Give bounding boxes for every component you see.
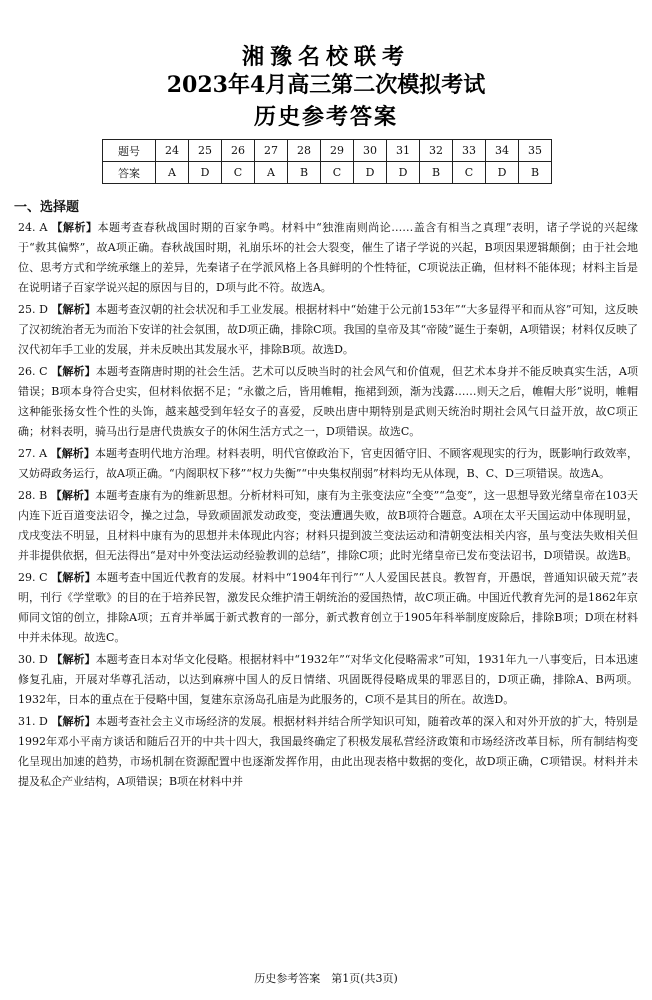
- question-number: 33: [453, 140, 486, 162]
- item-text: 本题考查明代地方治理。材料表明，明代官僚政治下，官吏因循守旧、不顾客观现实的行为，既影响行政效率，又妨碍政务运行，故A项正确。“内阁职权下移”“权力失衡”“中央集权削弱”材料均无从体现，B、C、D三项错误。故选A。: [18, 447, 639, 480]
- question-number: 26: [222, 140, 255, 162]
- item-text: 本题考查汉朝的社会状况和手工业发展。根据材料中“始建于公元前153年”“大多显得平和而从容”可知，这反映了汉初统治者无为而治下安详的社会氛围，故D项正确，排除C项。我国的皇帝及其“帝陵”诞生于秦朝，A项错误；材料仅反映了汉代初年手工业的发展，并未反映出其发展水平，排除B项。故选D。: [18, 303, 638, 356]
- page-footer: 历史参考答案 第1页(共3页): [254, 972, 398, 985]
- analysis-tag: 【解析】: [51, 715, 96, 728]
- item-prefix: 29. C: [18, 571, 48, 584]
- question-number: 35: [519, 140, 552, 162]
- item-prefix: 28. B: [18, 489, 48, 502]
- question-number: 32: [420, 140, 453, 162]
- answer-cell: D: [354, 162, 387, 184]
- row-label-answer: 答案: [103, 162, 156, 184]
- answer-cell: B: [420, 162, 453, 184]
- question-number: 25: [189, 140, 222, 162]
- exam-org-title: 湘豫名校联考: [241, 44, 410, 70]
- answer-table: [102, 139, 552, 184]
- analysis-tag: 【解析】: [51, 303, 96, 316]
- question-number: 29: [321, 140, 354, 162]
- question-number: 30: [354, 140, 387, 162]
- item-text: 本题考查隋唐时期的社会生活。艺术可以反映当时的社会风气和价值观，但艺术本身并不能反映真实生活，A项错误；B项本身符合史实，但材料依据不足；“永徽之后，皆用帷帽，拖裙到颈，渐为浅露……则天之后，帷帽大彤”说明，帷帽这种能张扬女性个性的头饰，越来越受到年轻女子的喜爱，反映出唐中期特别是武则天统治时期社会风气日益开放，故C项正确；材料表明，骑马出行是唐代贵族女子的休闲生活方式之一，D项错误。故选C。: [18, 365, 638, 438]
- item-prefix: 26. C: [18, 365, 48, 378]
- answer-cell: D: [486, 162, 519, 184]
- answer-table-answer-row: [103, 162, 552, 184]
- answer-cell: D: [387, 162, 420, 184]
- answer-cell: C: [321, 162, 354, 184]
- explanation-item: [18, 568, 638, 648]
- answer-cell: B: [519, 162, 552, 184]
- answer-cell: A: [255, 162, 288, 184]
- question-number: 27: [255, 140, 288, 162]
- item-prefix: 24. A: [18, 221, 48, 234]
- item-text: 本题考查日本对华文化侵略。根据材料中“1932年”“对华文化侵略需求”可知，1931年九一八事变后，日本迅速修复孔庙，开展对华尊孔活动，以达到麻痹中国人的反日情绪、巩固既得侵略成果的罪恶目的，D项正确，排除A、B两项。1932年，日本的重点在于侵略中国，复建东京汤岛孔庙是为此服务的，C项不是其目的所在。故选D。: [18, 653, 639, 706]
- analysis-tag: 【解析】: [51, 571, 96, 584]
- answer-cell: C: [453, 162, 486, 184]
- answer-cell: A: [156, 162, 189, 184]
- analysis-tag: 【解析】: [51, 365, 96, 378]
- answer-explanations: [18, 218, 638, 794]
- item-text: 本题考查中国近代教育的发展。材料中“1904年刊行”“人人爱国民甚良。教智育，开愚氓，普通知识破天荒”表明，刊行《学堂歌》的目的在于培养民智，激发民众维护清王朝统治的爱国热情，故C项正确。中国近代教育先河的是1862年京师同文馆的创立，排除A项；五育并举属于新式教育的一部分，新式教育创立于1905年科举制度废除后，排除B项；D项在材料中并未体现。故选C。: [18, 571, 638, 644]
- explanation-item: [18, 444, 638, 484]
- answer-cell: D: [189, 162, 222, 184]
- explanation-item: [18, 218, 638, 298]
- question-number: 34: [486, 140, 519, 162]
- row-label-number: 题号: [103, 140, 156, 162]
- question-number: 31: [387, 140, 420, 162]
- answer-cell: B: [288, 162, 321, 184]
- item-text: 本题考查社会主义市场经济的发展。根据材料并结合所学知识可知，随着改革的深入和对外开放的扩大，特别是1992年邓小平南方谈话和随后召开的中共十四大，我国最终确定了积极发展私营经济政策和市场经济改革目标，所有制结构变化呈现出加速的趋势，市场机制在资源配置中也逐渐发挥作用，由此出现表格中数据的变化，故D项正确，C项错误。材料并未提及私企产业结构，A项错误；B项在材料中并: [18, 715, 639, 788]
- question-number: 24: [156, 140, 189, 162]
- item-prefix: 25. D: [18, 303, 48, 316]
- analysis-tag: 【解析】: [50, 447, 95, 460]
- item-prefix: 31. D: [18, 715, 48, 728]
- explanation-item: [18, 362, 638, 442]
- item-text: 本题考查康有为的维新思想。分析材料可知，康有为主张变法应“全变”“急变”，这一思想导致光绪皇帝在103天内连下近百道变法诏令，操之过急，导致顽固派发动政变，变法遭遇失败，故B项符合题意。A项在太平天国运动中体现明显，戊戌变法不明显，且材料中康有为的思想并未体现此内容；材料只提到波兰变法运动和清朝变法相关内容，虽与变法失败相关但并非提供依据，但无法得出“是对中外变法运动经验教训的总结”，排除C项；此时光绪皇帝已发布变法诏书，D项错误。故选B。: [18, 489, 639, 562]
- section-heading: 一、选择题: [14, 200, 80, 215]
- explanation-item: [18, 486, 638, 566]
- analysis-tag: 【解析】: [51, 653, 96, 666]
- explanation-item: [18, 650, 638, 710]
- explanation-item: [18, 300, 638, 360]
- item-text: 本题考查春秋战国时期的百家争鸣。材料中“独淮南则尚论……盖含有相当之真理”表明，诸子学说的兴起缘于“救其偏弊”，故A项正确。春秋战国时期，礼崩乐坏的社会大裂变，催生了诸子学说的兴起，B项因果逻辑颠倒；由于社会地位、思考方式和学统承继上的差异，先秦诸子在学派风格上各具鲜明的个性特征，C项说法正确，但材料不能体现；材料主旨是在说明诸子百家学说兴起的原因与目的，D项与此不符。故选A。: [18, 221, 639, 294]
- explanation-item: [18, 712, 638, 792]
- question-number: 28: [288, 140, 321, 162]
- document-title: 历史参考答案: [253, 104, 398, 130]
- exam-name-title: 2023年4月高三第二次模拟考试: [166, 72, 486, 98]
- analysis-tag: 【解析】: [50, 489, 96, 502]
- answer-cell: C: [222, 162, 255, 184]
- answer-table-number-row: [103, 140, 552, 162]
- analysis-tag: 【解析】: [51, 221, 98, 234]
- item-prefix: 27. A: [18, 447, 48, 460]
- item-prefix: 30. D: [18, 653, 48, 666]
